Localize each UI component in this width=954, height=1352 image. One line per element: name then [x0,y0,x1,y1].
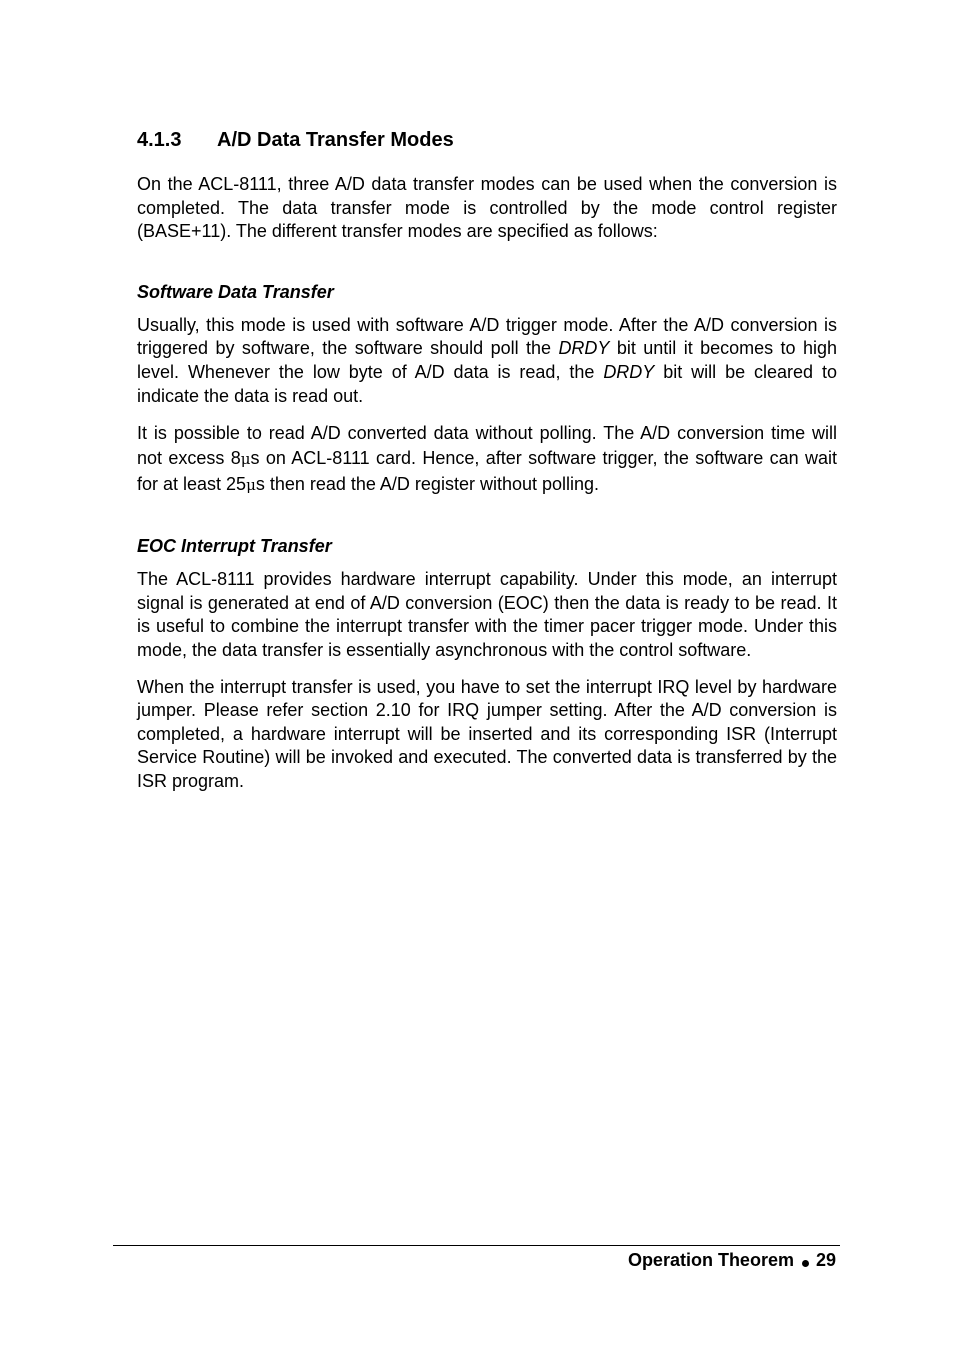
text-run: bit until it becomes to high level. Whenever the low byte of A/D data is read, the [137,338,837,382]
section-number: 4.1.3 [137,129,182,151]
text-run: It is possible to read A/D converted data without polling. The A/D conversion time will not excess 8 [137,423,837,469]
footer-rule [113,1245,840,1246]
text-run: s on ACL-8111 card. Hence, after software trigger, the software can wait for at least 25 [137,448,837,495]
page-number: 29 [815,1250,836,1270]
bullet-icon [802,1260,809,1267]
eoc-transfer-paragraph-2: When the interrupt transfer is used, you have to set the interrupt IRQ level by hardware jumper. Please refer section 2.10 for IRQ jumper setting. After the A/D conversion is completed, a hardware interrupt will be inserted and its corresponding ISR (Interrupt Service Routine) will be invoked and executed. The converted data is transferred by the ISR program. [137,676,837,791]
text-run: bit will be cleared to indicate the data is read out. [137,361,837,406]
drdy-term: DRDY [558,338,610,359]
section-title: A/D Data Transfer Modes [217,129,454,151]
micro-symbol: μ [246,476,256,495]
eoc-transfer-paragraph-1: The ACL-8111 provides hardware interrupt capability. Under this mode, an interrupt signal is generated at end of A/D conversion (EOC) then the data is ready to be read. It is useful to combine the interrupt transfer with the timer pacer trigger mode. Under this mode, the data transfer is essentially asynchronous with the control software. [137,569,837,660]
text-run: s then read the A/D register without polling. [255,474,600,495]
section-heading [137,126,837,154]
page-content [137,126,837,807]
page-footer [628,1248,836,1272]
eoc-transfer-heading: EOC Interrupt Transfer [137,536,332,557]
text-run: Usually, this mode is used with software A/D trigger mode. After the A/D conversion is triggered by software, the software should poll the [137,314,837,359]
software-transfer-paragraph-2 [137,421,837,498]
software-transfer-heading: Software Data Transfer [137,281,334,302]
intro-paragraph: On the ACL-8111, three A/D data transfer modes can be used when the conversion is completed. The data transfer mode is controlled by the mode control register (BASE+11). The different transfer modes are specified as follows: [137,174,837,242]
software-transfer-paragraph-1 [137,314,837,408]
footer-chapter: Operation Theorem [627,1250,794,1270]
drdy-term: DRDY [603,361,655,382]
micro-symbol: μ [240,450,251,469]
